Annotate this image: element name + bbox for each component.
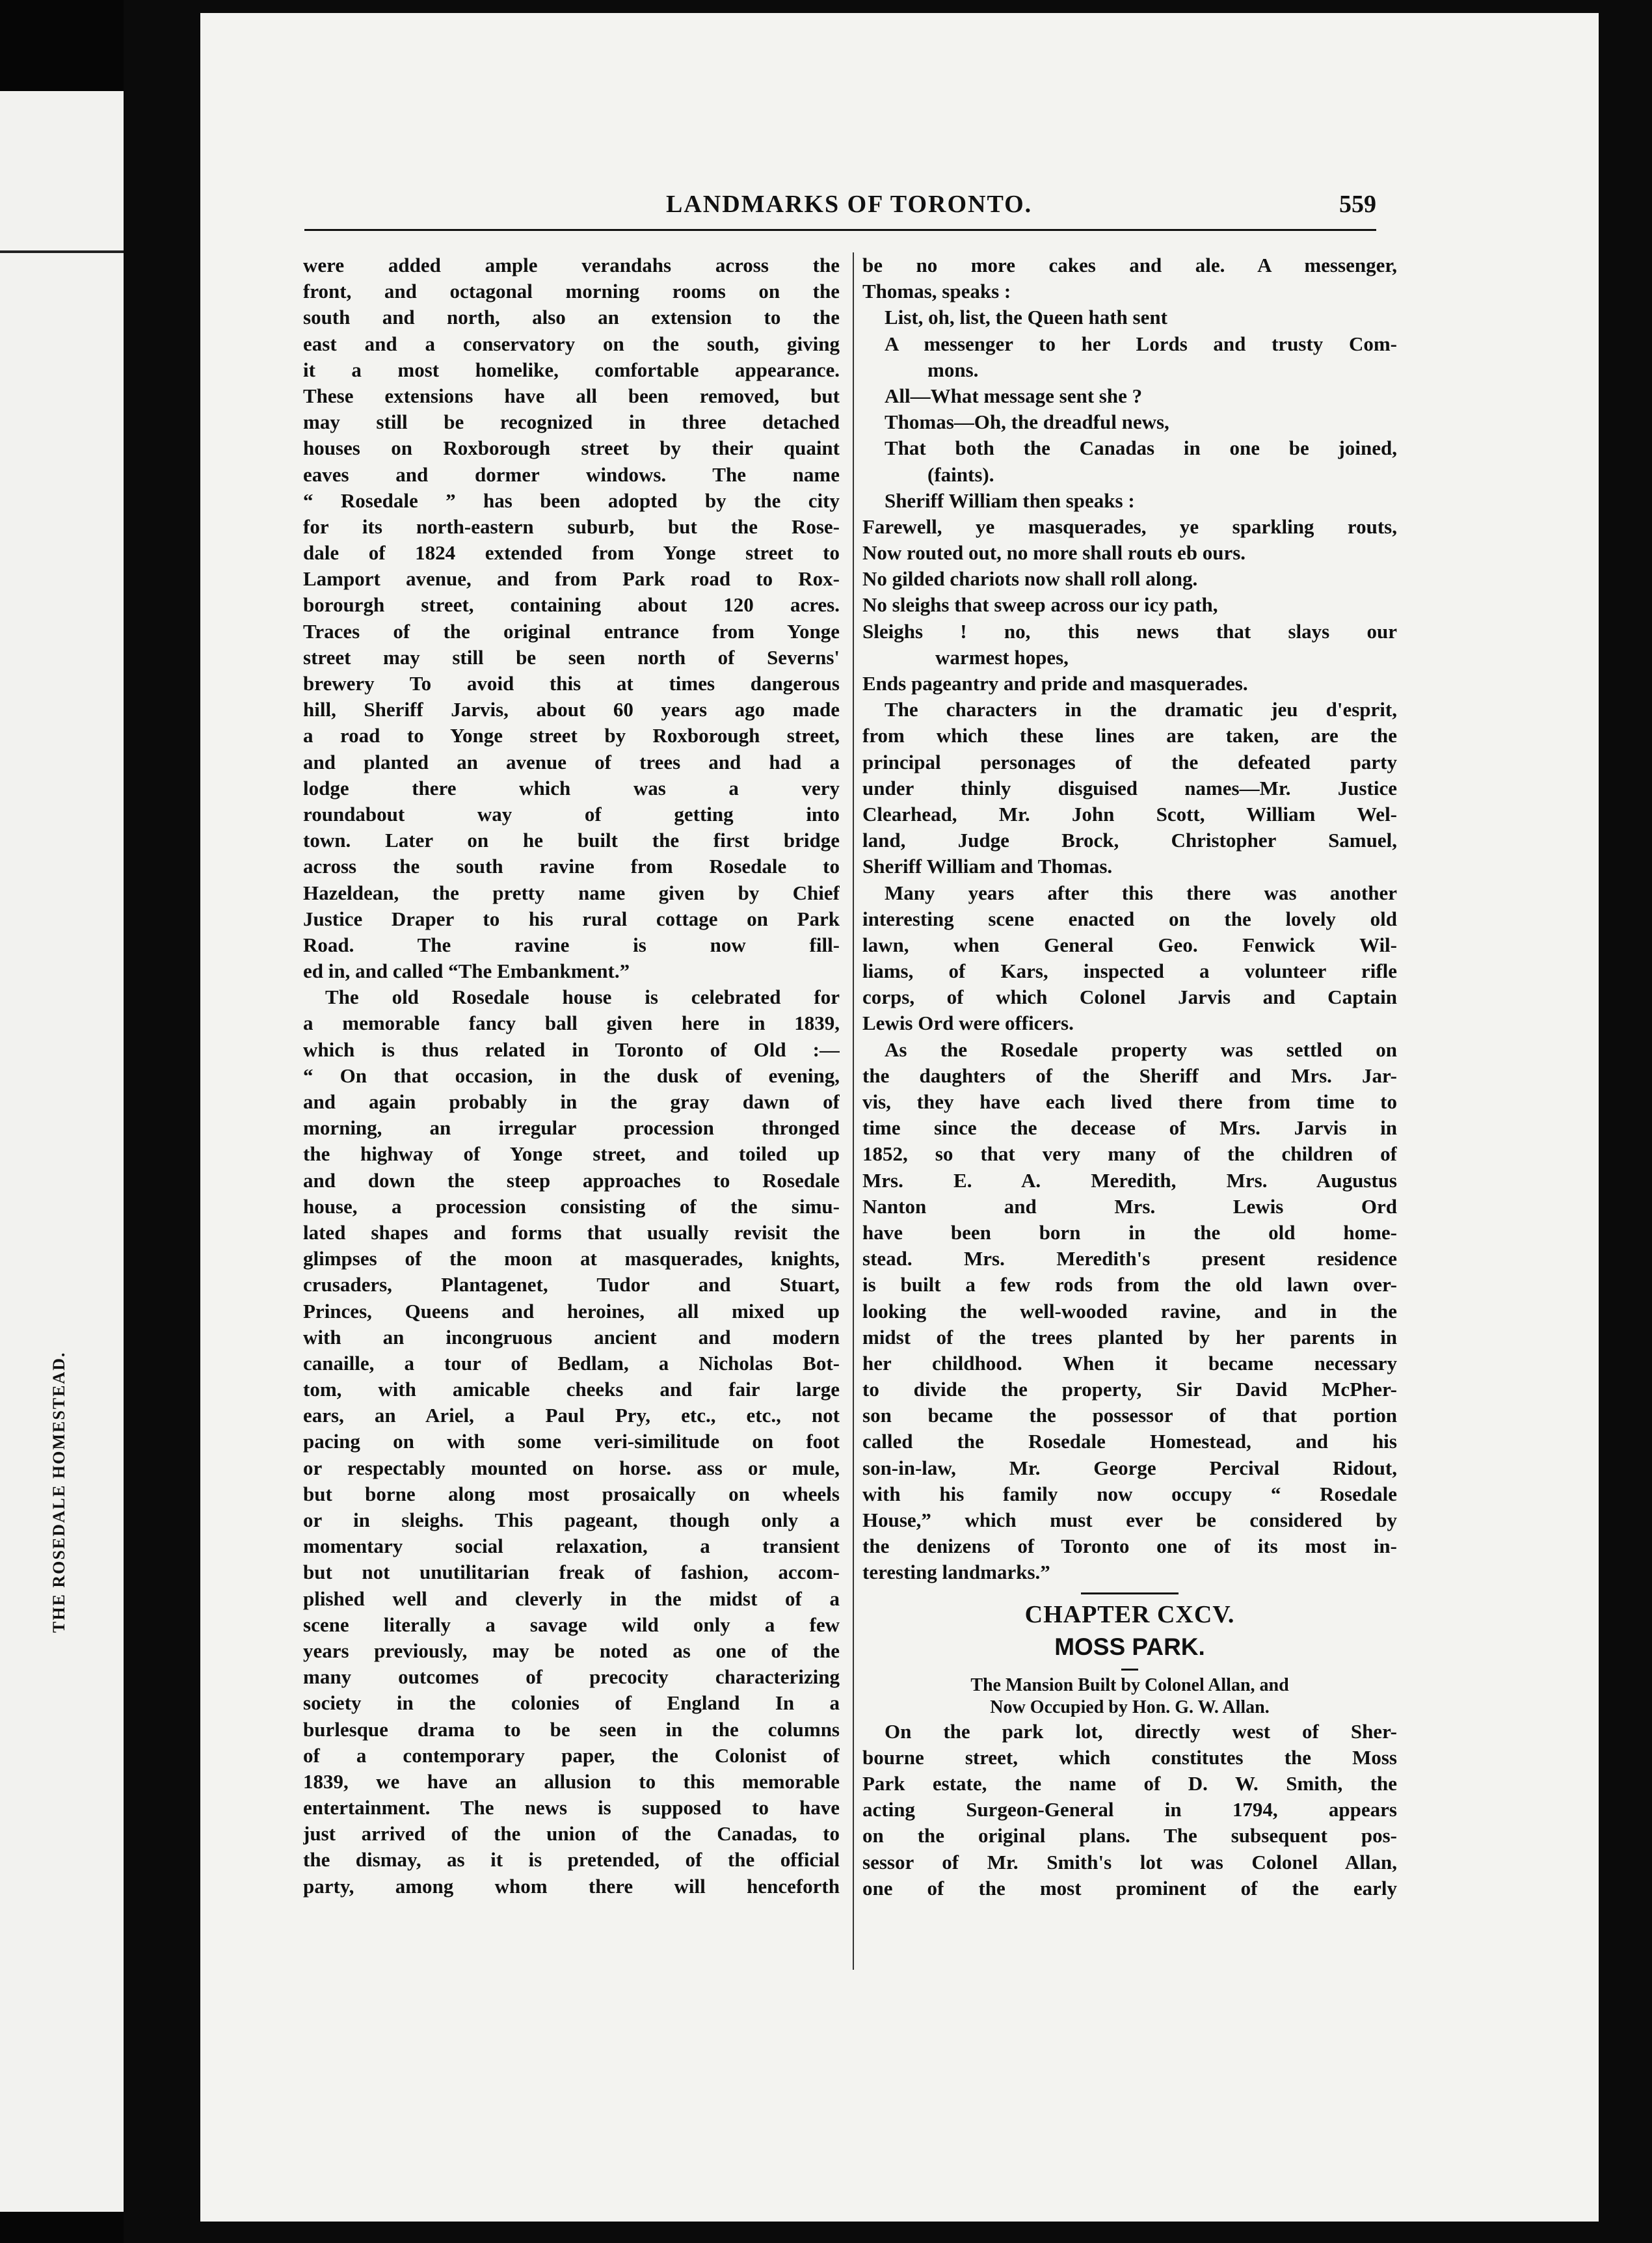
text-line: and down the steep approaches to Rosedale [303,1168,840,1192]
text-line: from which these lines are taken, are the [862,724,1397,747]
text-line: On the park lot, directly west of Sher- [885,1719,1397,1743]
chapter-number: CHAPTER CXCV. [1024,1600,1235,1628]
text-line: Now routed out, no more shall routs eb ours. [862,541,1246,565]
text-line: front, and octagonal morning rooms on the [303,280,840,303]
text-line: principal personages of the defeated party [862,750,1397,773]
text-line: or respectably mounted on horse. ass or mule, [303,1456,840,1479]
text-line: Ends pageantry and pride and masquerades. [862,672,1248,695]
facing-page-edge [0,91,124,2212]
text-line: Farewell, ye masquerades, ye sparkling routs, [862,515,1397,538]
text-line: Justice Draper to his rural cottage on Park [303,907,840,930]
text-line: dale of 1824 extended from Yonge street to [303,541,840,565]
chapter-subhead-line-2: Now Occupied by Hon. G. W. Allan. [990,1697,1270,1717]
text-line: party, among whom there will henceforth [303,1874,840,1898]
text-line: Sheriff William and Thomas. [862,855,1113,878]
text-line: Princes, Queens and heroines, all mixed up [303,1299,840,1323]
text-line: “ Rosedale ” has been adopted by the city [303,489,840,512]
text-line: looking the well-wooded ravine, and in the [862,1299,1397,1323]
text-line: ears, an Ariel, a Paul Pry, etc., etc., not [303,1404,840,1427]
column-divider [853,252,854,1970]
page-number: 559 [1339,191,1376,218]
text-line: hill, Sheriff Jarvis, about 60 years ago made [303,698,840,721]
text-line: stead. Mrs. Meredith's present residence [862,1247,1397,1270]
text-line: which is thus related in Toronto of Old :— [303,1038,840,1061]
text-line: society in the colonies of England In a [303,1691,840,1715]
text-line: 1852, so that very many of the children of [862,1142,1397,1166]
text-line: years previously, may be noted as one of the [303,1639,840,1662]
text-line: many outcomes of precocity characterizing [303,1665,840,1689]
text-line: a memorable fancy ball given here in 1839, [303,1012,840,1035]
text-line: sessor of Mr. Smith's lot was Colonel Allan, [862,1850,1397,1874]
text-line: the highway of Yonge street, and toiled up [303,1142,840,1166]
text-line: glimpses of the moon at masquerades, knights, [303,1247,840,1270]
text-line: entertainment. The news is supposed to have [303,1796,840,1820]
text-line: Mrs. E. A. Meredith, Mrs. Augustus [862,1168,1397,1192]
right-text-column [862,252,1397,1901]
text-line: with an incongruous ancient and modern [303,1325,840,1349]
text-line: canaille, a tour of Bedlam, a Nicholas Bot- [303,1351,840,1375]
text-line: brewery To avoid this at times dangerous [303,672,840,695]
text-line: is built a few rods from the old lawn over- [862,1273,1397,1296]
text-line: Clearhead, Mr. John Scott, William Wel- [862,802,1397,826]
text-line: Lamport avenue, and from Park road to Rox- [303,567,840,591]
text-line: corps, of which Colonel Jarvis and Captain [862,986,1397,1009]
text-line: midst of the trees planted by her parents in [862,1325,1397,1349]
text-line: Traces of the original entrance from Yonge [303,619,840,643]
text-line: street may still be seen north of Severns' [303,645,840,669]
text-line: morning, an irregular procession thronged [303,1116,840,1140]
left-text-column [303,252,840,1900]
text-line: on the original plans. The subsequent pos- [862,1824,1397,1847]
text-line: liams, of Kars, inspected a volunteer rifle [862,960,1397,983]
text-line: mons. [927,358,979,381]
text-line: were added ample verandahs across the [303,254,840,276]
text-line: but borne along most prosaically on wheels [303,1482,840,1505]
text-line: south and north, also an extension to the [303,306,840,329]
text-line: ed in, and called “The Embankment.” [303,960,630,983]
text-line: crusaders, Plantagenet, Tudor and Stuart, [303,1273,840,1296]
text-line: son became the possessor of that portion [862,1404,1397,1427]
text-line: a road to Yonge street by Roxborough street, [303,724,840,747]
text-line: That both the Canadas in one be joined, [885,437,1397,460]
text-line: and planted an avenue of trees and had a [303,750,840,773]
text-line: town. Later on he built the first bridge [303,829,840,852]
text-line: one of the most prominent of the early [862,1876,1397,1900]
text-line: Nanton and Mrs. Lewis Ord [862,1194,1397,1218]
text-line: house, a procession consisting of the simu- [303,1194,840,1218]
text-line: acting Surgeon-General in 1794, appears [862,1798,1397,1821]
header-rule [304,229,1376,231]
chapter-title: MOSS PARK. [1054,1633,1205,1660]
text-line: Lewis Ord were officers. [862,1012,1074,1035]
text-line: Road. The ravine is now fill- [303,933,840,956]
text-line: eaves and dormer windows. The name [303,463,840,486]
text-line: The characters in the dramatic jeu d'esprit, [885,698,1397,721]
text-line: plished well and cleverly in the midst of a [303,1587,840,1610]
text-line: across the south ravine from Rosedale to [303,855,840,878]
text-line: pacing on with some veri-similitude on foot [303,1430,840,1453]
text-line: to divide the property, Sir David McPher- [862,1378,1397,1401]
text-line: bourne street, which constitutes the Moss [862,1745,1397,1769]
text-line: Sleighs ! no, this news that slays our [862,619,1397,643]
text-line: momentary social relaxation, a transient [303,1535,840,1558]
text-line: time since the decease of Mrs. Jarvis in [862,1116,1397,1140]
text-line: the denizens of Toronto one of its most in- [862,1535,1397,1558]
text-line: and again probably in the gray dawn of [303,1090,840,1113]
text-line: land, Judge Brock, Christopher Samuel, [862,829,1397,852]
text-line: The old Rosedale house is celebrated for [325,986,840,1009]
text-line: just arrived of the union of the Canadas, to [303,1822,840,1846]
text-line: These extensions have all been removed, but [303,384,840,407]
end-rule [1081,1592,1179,1594]
text-line: lawn, when General Geo. Fenwick Wil- [862,933,1397,956]
text-line: but not unutilitarian freak of fashion, accom- [303,1561,840,1584]
text-line: “ On that occasion, in the dusk of evening, [303,1064,840,1087]
text-line: son-in-law, Mr. George Percival Ridout, [862,1456,1397,1479]
text-line: All—What message sent she ? [885,384,1143,407]
text-line: tom, with amicable cheeks and fair large [303,1378,840,1401]
text-line: lated shapes and forms that usually revisit the [303,1220,840,1244]
text-line: under thinly disguised names—Mr. Justice [862,776,1397,799]
text-line: have been born in the old home- [862,1220,1397,1244]
text-line: List, oh, list, the Queen hath sent [885,306,1167,329]
text-line: the dismay, as it is pretended, of the official [303,1848,840,1872]
text-line: Hazeldean, the pretty name given by Chief [303,881,840,904]
title-rule [1121,1669,1138,1671]
text-line: As the Rosedale property was settled on [885,1038,1397,1061]
text-line: Park estate, the name of D. W. Smith, the [862,1771,1397,1795]
running-title: LANDMARKS OF TORONTO. [666,191,1033,218]
text-line: scene literally a savage wild only a few [303,1613,840,1636]
text-line: lodge there which was a very [303,776,840,799]
text-line: be no more cakes and ale. A messenger, [862,254,1397,276]
text-line: east and a conservatory on the south, giving [303,332,840,355]
right-page-edge [1606,0,1652,2243]
text-line: it a most homelike, comfortable appearance. [303,358,840,381]
text-line: 1839, we have an allusion to this memorable [303,1769,840,1793]
text-line: House,” which must ever be considered by [862,1509,1397,1531]
side-caption: THE ROSEDALE HOMESTEAD. [49,1351,68,1633]
text-line: with his family now occupy “ Rosedale [862,1482,1397,1505]
text-line: (faints). [927,463,994,486]
text-line: Thomas—Oh, the dreadful news, [885,410,1169,434]
text-line: burlesque drama to be seen in the columns [303,1717,840,1741]
text-line: warmest hopes, [935,645,1069,669]
text-line: Thomas, speaks : [862,280,1011,303]
facing-page-rule [0,250,124,253]
text-line: or in sleighs. This pageant, though only a [303,1509,840,1531]
text-line: teresting landmarks.” [862,1561,1050,1584]
right-column-bottom-text [862,1719,1397,1901]
text-line: called the Rosedale Homestead, and his [862,1430,1397,1453]
text-line: borourgh street, containing about 120 acres. [303,593,840,617]
text-line: of a contemporary paper, the Colonist of [303,1743,840,1767]
text-line: Sheriff William then speaks : [885,489,1135,512]
text-line: roundabout way of getting into [303,802,840,826]
text-line: A messenger to her Lords and trusty Com- [885,332,1397,355]
running-header [304,186,1376,228]
text-line: vis, they have each lived there from time to [862,1090,1397,1113]
text-line: her childhood. When it became necessary [862,1351,1397,1375]
text-line: may still be recognized in three detached [303,410,840,434]
text-line: the daughters of the Sheriff and Mrs. Jar- [862,1064,1397,1087]
chapter-subhead-line-1: The Mansion Built by Colonel Allan, and [970,1674,1289,1695]
text-line: for its north-eastern suburb, but the Rose- [303,515,840,538]
text-line: houses on Roxborough street by their quaint [303,437,840,460]
right-column-top-text [862,252,1397,1586]
text-line: interesting scene enacted on the lovely old [862,907,1397,930]
text-line: Many years after this there was another [885,881,1397,904]
text-line: No sleighs that sweep across our icy path, [862,593,1218,617]
text-line: No gilded chariots now shall roll along. [862,567,1198,591]
